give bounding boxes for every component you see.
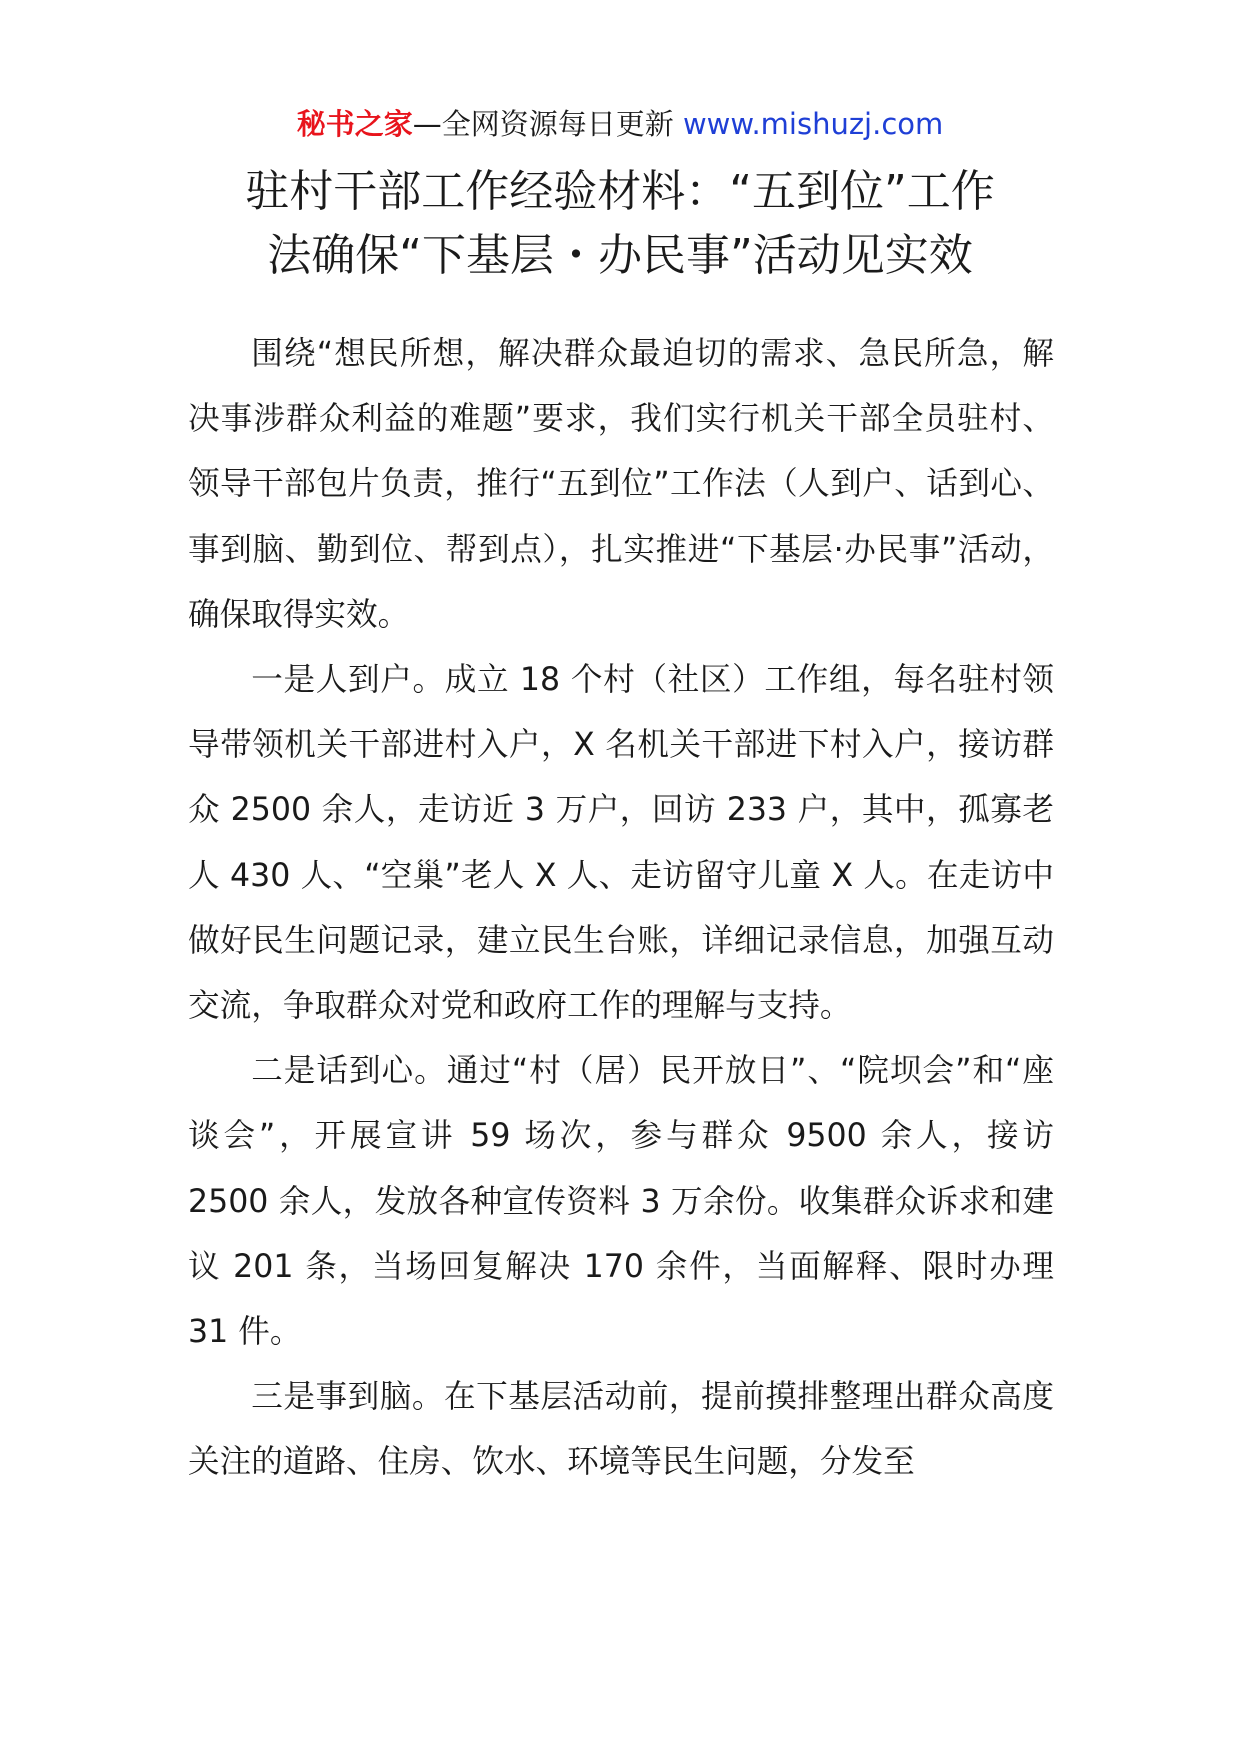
paragraph-section-1: 一是人到户。成立 18 个村（社区）工作组，每名驻村领导带领机关干部进村入户，X 名机关干部进下村入户，接访群众 2500 余人，走访近 3 万户，回访 233 户，其中，孤寡老人 430 人、“空巢”老人 X 人、走访留守儿童 X 人。在走访中做好民生问题记录，建立民生台账，详细记录信息，加强互动交流，争取群众对党和政府工作的理解与支持。: [188, 662, 1054, 1025]
document-body: [188, 322, 1054, 1496]
site-url-link[interactable]: www.mishuzj.com: [682, 107, 944, 141]
title-line-1: 驻村干部工作经验材料：“五到位”工作: [245, 166, 995, 217]
header-slogan: —全网资源每日更新: [412, 107, 683, 141]
brand-name: 秘书之家: [296, 107, 413, 141]
paragraph-section-2: 二是话到心。通过“村（居）民开放日”、“院坝会”和“座谈会”，开展宣讲 59 场次，参与群众 9500 余人，接访 2500 余人，发放各种宣传资料 3 万余份。收集群众诉求和建议 201 条，当场回复解决 170 余件，当面解释、限时办理 31 件。: [188, 1053, 1054, 1351]
site-header: [0, 104, 1240, 144]
paragraph-section-3: 三是事到脑。在下基层活动前，提前摸排整理出群众高度关注的道路、住房、饮水、环境等民生问题，分发至: [188, 1379, 1054, 1481]
title-line-2: 法确保“下基层・办民事”活动见实效: [267, 230, 973, 281]
document-title: [0, 160, 1240, 288]
paragraph-intro: 围绕“想民所想，解决群众最迫切的需求、急民所急，解决事涉群众利益的难题”要求，我们实行机关干部全员驻村、领导干部包片负责，推行“五到位”工作法（人到户、话到心、事到脑、勤到位、帮到点），扎实推进“下基层·办民事”活动，确保取得实效。: [188, 336, 1054, 633]
